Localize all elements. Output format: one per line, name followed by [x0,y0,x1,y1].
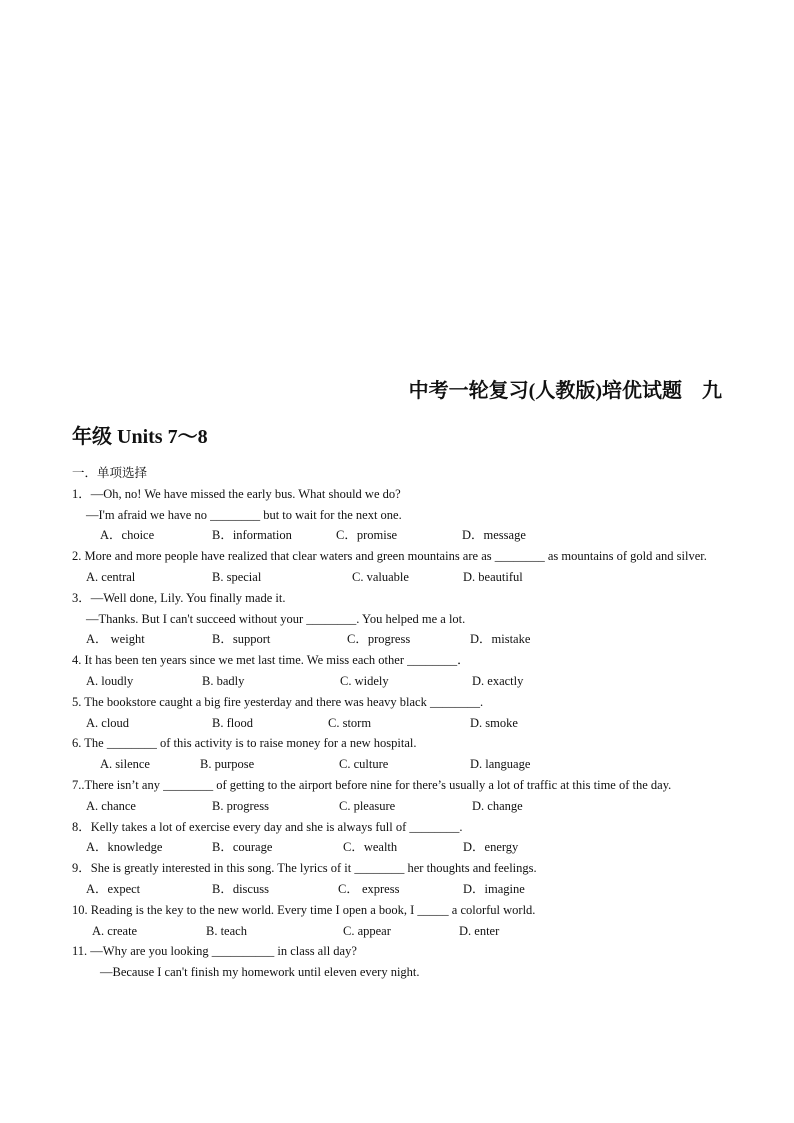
question-2 [72,546,724,588]
question-5 [72,692,724,734]
option-d: D. beautiful [463,569,523,584]
section-heading: 一．单项选择 [72,466,148,480]
option-d: D．message [462,528,526,543]
option-b: B．information [212,528,292,543]
option-d: D. smoke [470,715,518,730]
option-b: B. special [212,569,262,584]
question-text: 1．—Oh, no! We have missed the early bus. What should we do? [72,486,401,501]
question-text: 8．Kelly takes a lot of exercise every day and she is always full of ________. [72,819,463,834]
options-row [72,921,724,942]
question-text: 11. —Why are you looking __________ in class all day? [72,944,357,959]
question-text: 3．—Well done, Lily. You finally made it. [72,590,286,605]
option-a: A. cloud [86,715,130,730]
option-b: B．courage [212,840,273,855]
question-1 [72,484,724,546]
question-text: 6. The ________ of this activity is to raise money for a new hospital. [72,736,417,751]
options-row [72,879,724,900]
question-text: —Thanks. But I can't succeed without your ________. You helped me a lot. [86,611,466,626]
options-row [72,713,724,734]
options-row [72,796,724,817]
option-b: B. teach [206,923,247,938]
question-text: —I'm afraid we have no ________ but to wait for the next one. [86,507,402,522]
option-d: D．imagine [463,881,525,896]
options-row [72,629,724,650]
question-text: 5. The bookstore caught a big fire yesterday and there was heavy black ________. [72,694,484,709]
page-subtitle: 年级 Units 7～8 [72,426,208,448]
question-8 [72,817,724,859]
option-b: B．support [212,632,271,647]
option-c: C. pleasure [339,798,396,813]
options-row [72,671,724,692]
option-a: A．expect [86,881,141,896]
question-6 [72,733,724,775]
option-a: A. chance [86,798,136,813]
option-d: D. language [470,757,531,772]
option-a: A. loudly [86,673,134,688]
option-c: C．progress [347,632,411,647]
option-d: D．energy [463,840,519,855]
question-7 [72,775,724,817]
question-10 [72,900,724,942]
option-b: B. purpose [200,757,255,772]
question-3 [72,588,724,650]
option-c: C．wealth [343,840,398,855]
question-9 [72,858,724,900]
option-c: C. storm [328,715,372,730]
option-a: A． weight [86,632,145,647]
option-c: C．promise [336,528,398,543]
option-a: A. central [86,569,136,584]
option-c: C． express [338,881,400,896]
question-text: 10. Reading is the key to the new world. Every time I open a book, I _____ a colorful world. [72,902,536,917]
option-d: D．mistake [470,632,531,647]
option-c: C. appear [343,923,391,938]
option-a: A. silence [100,757,150,772]
question-text: —Because I can't finish my homework until eleven every night. [100,965,420,980]
question-11 [72,941,724,983]
question-text: 4. It has been ten years since we met last time. We miss each other ________． [72,653,470,668]
options-row [72,754,724,775]
option-b: B. progress [212,798,269,813]
option-b: B. flood [212,715,253,730]
question-text: 2. More and more people have realized that clear waters and green mountains are as ________ as mountains of gold and silver. [72,549,707,564]
question-4 [72,650,724,692]
options-row [72,525,724,546]
option-b: B．discuss [212,881,269,896]
options-row [72,837,724,858]
option-b: B. badly [202,673,245,688]
options-row [72,567,724,588]
option-c: C. widely [340,673,389,688]
option-d: D. change [472,798,523,813]
option-d: D. enter [459,923,500,938]
option-c: C. culture [339,757,389,772]
option-a: A. create [92,923,138,938]
question-text: 9．She is greatly interested in this song. The lyrics of it ________ her thoughts and feelings. [72,861,537,876]
option-a: A．choice [100,528,155,543]
page-title: 中考一轮复习(人教版)培优试题 九 [408,380,722,402]
option-d: D. exactly [472,673,524,688]
question-list [72,463,724,983]
option-a: A．knowledge [86,840,163,855]
question-text: 7..There isn’t any ________ of getting to the airport before nine for there’s usually a lot of traffic at this time of the day. [72,777,672,792]
option-c: C. valuable [352,569,409,584]
